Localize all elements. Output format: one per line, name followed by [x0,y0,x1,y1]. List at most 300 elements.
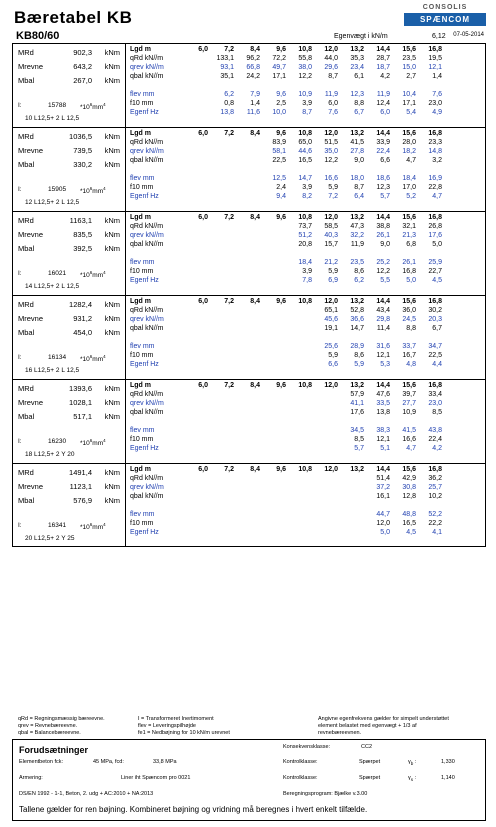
qrd-cell: 28,7 [376,55,390,62]
mrd-row [18,384,122,394]
mbal-value: 267,0 [73,76,92,85]
flev-label: flev mm [130,427,155,434]
lgd-cell: 7,2 [224,382,234,389]
mbal-value: 454,0 [73,328,92,337]
qrev-cell: 38,0 [298,64,312,71]
lgd-cell: 8,4 [250,46,260,53]
mrd-row [18,132,122,142]
mrd-row [18,216,122,226]
section-values [126,128,485,211]
qbal-label: qbal kN//m [130,241,164,248]
kontrol2-label: Kontrolklasse: [283,775,318,781]
lgd-cell: 14,4 [376,382,390,389]
qrd-cell: 72,2 [272,55,286,62]
qbal-cell: 14,7 [350,325,364,332]
egenf-cell: 4,8 [406,361,416,368]
f10-label: f10 mm [130,436,154,443]
unit-label: kNm [104,482,120,491]
qbal-cell: 10,9 [402,409,416,416]
inertia-value: 15905 [48,186,67,193]
qrd-cell: 52,8 [350,307,364,314]
qrev-cell: 58,1 [272,148,286,155]
mrd-value: 902,3 [73,48,92,57]
f10-cell: 6,0 [328,100,338,107]
egenf-cell: 4,2 [432,445,442,452]
qbal-cell: 22,5 [272,157,286,164]
f10-row [128,100,483,109]
lgd-cell: 13,2 [350,46,364,53]
qrd-cell: 51,4 [376,475,390,482]
qrev-cell: 21,3 [402,232,416,239]
qrev-row [128,232,483,241]
egenf-row [128,109,483,118]
f10-cell: 23,0 [428,100,442,107]
f10-row [128,184,483,193]
flev-cell: 18,6 [376,175,390,182]
lgd-cell: 16,8 [428,298,442,305]
lgd-cell: 8,4 [250,214,260,221]
qrev-cell: 41,1 [350,400,364,407]
inertia-exp: 6 [89,270,93,275]
qbal-cell: 17,1 [272,73,286,80]
mrd-value: 1282,4 [69,300,92,309]
inertia-label: I: [18,354,22,361]
lgd-label: Lgd m [130,466,151,473]
egenf-cell: 11,6 [246,109,260,116]
mrevne-value: 643,2 [73,62,92,71]
inertia-mm-exp: 4 [103,522,106,527]
qrd-cell: 44,0 [324,55,338,62]
lgd-cell: 7,2 [224,46,234,53]
unit-label: kNm [104,146,120,155]
footnote-line: Angivne egenfrekvens gælder for simpelt understøttet [318,716,449,722]
egenf-row [128,277,483,286]
f10-cell: 22,5 [428,352,442,359]
egenf-cell: 5,0 [380,529,390,536]
reinforcement: 18 L12,5+ 2 Y 20 [25,451,75,458]
section-values [126,212,485,295]
mrevne-label: Mrevne [18,314,44,323]
lgd-cell: 12,0 [324,130,338,137]
qrev-cell: 12,1 [428,64,442,71]
flev-row [128,343,483,352]
qbal-row [128,241,483,250]
lgd-cell: 15,6 [402,46,416,53]
qrd-cell: 38,8 [376,223,390,230]
flev-cell: 10,9 [298,91,312,98]
qrd-cell: 33,4 [428,391,442,398]
flev-cell: 28,9 [350,343,364,350]
flev-row [128,259,483,268]
lgd-row [128,382,483,391]
f10-cell: 12,4 [376,100,390,107]
mbal-label: Mbal [18,412,35,421]
flev-cell: 34,7 [428,343,442,350]
egenf-cell: 10,0 [272,109,286,116]
lgd-cell: 14,4 [376,46,390,53]
inertia-unit: $*10^6mm^4$ [80,354,106,364]
qrd-cell: 28,0 [402,139,416,146]
lgd-cell: 9,6 [276,298,286,305]
egenf-cell: 7,8 [302,277,312,284]
mbal-row [18,328,122,338]
qbal-label: qbal kN//m [130,325,164,332]
lgd-cell: 10,8 [298,130,312,137]
f10-cell: 17,1 [402,100,416,107]
qrev-cell: 26,1 [376,232,390,239]
qrd-label: qRd kN//m [130,55,164,62]
footnote-col-1 [18,716,105,737]
qrd-cell: 47,3 [350,223,364,230]
unit-label: kNm [104,384,120,393]
reinforcement: 14 L12,5+ 2 L 12,5 [25,283,80,290]
lgd-row [128,46,483,55]
mrevne-value: 1028,1 [69,398,92,407]
inertia-unit: $*10^6mm^4$ [80,270,106,280]
mrevne-row [18,398,122,408]
mrd-value: 1163,1 [69,216,92,225]
flev-cell: 10,4 [402,91,416,98]
lgd-cell: 15,6 [402,130,416,137]
egenf-label: Egenf Hz [130,109,159,116]
qbal-cell: 35,1 [220,73,234,80]
section-moments [13,464,126,546]
qrev-cell: 44,6 [298,148,312,155]
qrd-cell: 30,2 [428,307,442,314]
lgd-cell: 6,0 [198,298,208,305]
qbal-cell: 13,8 [376,409,390,416]
lgd-row [128,214,483,223]
flev-label: flev mm [130,175,155,182]
footnote-line: flev = Leveringspilhøjde [138,723,196,729]
qrd-cell: 36,2 [428,475,442,482]
lgd-cell: 13,2 [350,466,364,473]
qrev-cell: 66,8 [246,64,260,71]
company-logo [404,4,486,26]
mbal-label: Mbal [18,76,35,85]
lgd-row [128,466,483,475]
f10-cell: 17,0 [402,184,416,191]
qrev-row [128,148,483,157]
lgd-cell: 9,6 [276,46,286,53]
egenf-cell: 9,4 [276,193,286,200]
flev-cell: 14,7 [298,175,312,182]
mbal-label: Mbal [18,328,35,337]
unit-label: kNm [104,328,120,337]
qbal-cell: 6,6 [380,157,390,164]
qrd-cell: 35,3 [350,55,364,62]
egenf-label: Egenf Hz [130,529,159,536]
qbal-cell: 9,0 [380,241,390,248]
egenf-row [128,193,483,202]
flev-cell: 48,8 [402,511,416,518]
qrd-cell: 23,3 [428,139,442,146]
egenf-label: Egenf Hz [130,361,159,368]
egenf-cell: 4,1 [432,529,442,536]
qrev-cell: 40,3 [324,232,338,239]
lgd-cell: 9,6 [276,382,286,389]
f10-cell: 16,7 [402,352,416,359]
flev-cell: 16,6 [324,175,338,182]
egenvaegt-value: 6,12 [432,33,446,40]
qrd-row [128,55,483,64]
lgd-cell: 6,0 [198,46,208,53]
footnote-line: qrev = Revnebæreevne. [18,723,78,729]
qbal-cell: 8,5 [432,409,442,416]
mbal-row [18,412,122,422]
qrd-cell: 41,5 [350,139,364,146]
mrd-label: MRd [18,216,34,225]
unit-label: kNm [104,468,120,477]
inertia-mm-exp: 4 [103,438,106,443]
qbal-cell: 8,8 [406,325,416,332]
kontrol1-value: Spærpet [359,759,381,765]
flev-cell: 11,9 [324,91,338,98]
lgd-cell: 8,4 [250,130,260,137]
inertia-label: I: [18,186,22,193]
mrevne-row [18,62,122,72]
egenf-cell: 5,5 [380,277,390,284]
lgd-cell: 9,6 [276,466,286,473]
flev-row [128,91,483,100]
inertia-unit: $*10^6mm^4$ [80,186,106,196]
qrd-cell: 26,8 [428,223,442,230]
f10-cell: 12,1 [376,436,390,443]
qbal-cell: 19,1 [324,325,338,332]
mrd-row [18,48,122,58]
qrd-label: qRd kN//m [130,139,164,146]
inertia-label: I: [18,522,22,529]
egenf-cell: 6,0 [380,109,390,116]
egenf-cell: 6,4 [354,193,364,200]
qrev-row [128,484,483,493]
egenf-cell: 5,4 [406,109,416,116]
qrev-label: qrev kN//m [130,64,164,71]
mrevne-row [18,314,122,324]
standard-reference: DS/EN 1992 - 1-1, Beton, 2. udg + AC:2010 + NA:2013 [19,791,154,797]
qrev-cell: 27,8 [350,148,364,155]
f10-label: f10 mm [130,520,154,527]
egenf-cell: 6,9 [328,277,338,284]
mrd-label: MRd [18,48,34,57]
qbal-cell: 3,2 [432,157,442,164]
mrevne-label: Mrevne [18,230,44,239]
qrev-cell: 29,6 [324,64,338,71]
qbal-cell: 2,7 [406,73,416,80]
flev-row [128,511,483,520]
program-info: Beregningsprogram: Bjælke v.3.00 [283,791,368,797]
unit-label: kNm [104,132,120,141]
flev-cell: 33,7 [402,343,416,350]
lgd-cell: 15,6 [402,214,416,221]
inertia-unit: $*10^6mm^4$ [80,438,106,448]
inertia-label: I: [18,102,22,109]
section-moments [13,296,126,379]
qbal-cell: 10,2 [428,493,442,500]
inertia-mm-exp: 4 [103,354,106,359]
egenf-cell: 5,7 [380,193,390,200]
egenf-cell: 6,7 [354,109,364,116]
mbal-label: Mbal [18,160,35,169]
qrev-cell: 14,8 [428,148,442,155]
inertia-exp: 6 [89,102,93,107]
page-title: Bæretabel KB [14,8,133,27]
qrd-row [128,223,483,232]
egenf-cell: 5,3 [380,361,390,368]
f10-label: f10 mm [130,352,154,359]
qrd-row [128,475,483,484]
egenf-cell: 5,2 [406,193,416,200]
flev-cell: 7,9 [250,91,260,98]
lgd-cell: 16,8 [428,46,442,53]
qrev-cell: 93,1 [220,64,234,71]
qrd-label: qRd kN//m [130,307,164,314]
f10-row [128,436,483,445]
logo-spaencom: SPÆNCOM [404,13,486,26]
f10-row [128,352,483,361]
section-moments [13,380,126,463]
egenf-cell: 4,4 [432,361,442,368]
lgd-cell: 8,4 [250,382,260,389]
qbal-cell: 8,7 [328,73,338,80]
inertia-unit: $*10^6mm^4$ [80,102,106,112]
lgd-cell: 10,8 [298,214,312,221]
lgd-row [128,130,483,139]
lgd-cell: 14,4 [376,130,390,137]
qbal-cell: 9,0 [354,157,364,164]
qrev-row [128,316,483,325]
beam-section [12,295,486,379]
qrd-cell: 19,5 [428,55,442,62]
mrd-label: MRd [18,300,34,309]
egenf-label: Egenf Hz [130,277,159,284]
konsekvens-label: Konsekvensklasse: [283,744,331,750]
qbal-cell: 6,1 [354,73,364,80]
mrd-label: MRd [18,132,34,141]
qbal-cell: 20,8 [298,241,312,248]
qrev-cell: 17,6 [428,232,442,239]
armering-label: Armering: [19,775,43,781]
qbal-cell: 17,6 [350,409,364,416]
lgd-cell: 14,4 [376,466,390,473]
lgd-cell: 8,4 [250,466,260,473]
qrev-label: qrev kN//m [130,316,164,323]
mrevne-label: Mrevne [18,398,44,407]
flev-cell: 25,9 [428,259,442,266]
mrevne-row [18,146,122,156]
egenf-cell: 4,7 [432,193,442,200]
qrev-cell: 37,2 [376,484,390,491]
qrev-row [128,64,483,73]
inertia-value: 16134 [48,354,67,361]
lgd-cell: 12,0 [324,214,338,221]
gamma-s-value: 1,140 [441,775,455,781]
reinforcement: 16 L12,5+ 2 L 12,5 [25,367,80,374]
egenf-cell: 8,7 [302,109,312,116]
unit-label: kNm [104,412,120,421]
qbal-cell: 4,2 [380,73,390,80]
flev-cell: 16,9 [428,175,442,182]
lgd-cell: 10,8 [298,298,312,305]
lgd-cell: 7,2 [224,130,234,137]
qrev-cell: 27,7 [402,400,416,407]
lgd-cell: 6,0 [198,466,208,473]
footnote-line: revnebæreevnen. [318,730,362,736]
egenf-row [128,361,483,370]
qrev-cell: 35,0 [324,148,338,155]
qrev-cell: 32,2 [350,232,364,239]
qrev-cell: 49,7 [272,64,286,71]
qrd-cell: 65,0 [298,139,312,146]
lgd-cell: 10,8 [298,46,312,53]
table-header [12,30,486,43]
lgd-label: Lgd m [130,130,151,137]
flev-cell: 31,6 [376,343,390,350]
lgd-cell: 13,2 [350,298,364,305]
qrev-cell: 18,2 [402,148,416,155]
egenf-cell: 4,5 [432,277,442,284]
section-moments [13,44,126,127]
inertia-value: 16021 [48,270,67,277]
flev-row [128,427,483,436]
f10-cell: 8,6 [354,352,364,359]
qbal-cell: 11,9 [350,241,364,248]
inertia-value: 16230 [48,438,67,445]
qbal-row [128,493,483,502]
mrevne-label: Mrevne [18,62,44,71]
qbal-label: qbal kN//m [130,493,164,500]
egenf-cell: 5,7 [354,445,364,452]
unit-label: kNm [104,62,120,71]
f10-cell: 22,8 [428,184,442,191]
qrd-cell: 23,5 [402,55,416,62]
f10-cell: 12,0 [376,520,390,527]
f10-cell: 3,9 [302,268,312,275]
inertia-unit: $*10^6mm^4$ [80,522,106,532]
unit-label: kNm [104,300,120,309]
flev-cell: 6,2 [224,91,234,98]
egenf-row [128,529,483,538]
egenf-cell: 6,6 [328,361,338,368]
section-values [126,380,485,463]
f10-cell: 16,5 [402,520,416,527]
flev-cell: 23,5 [350,259,364,266]
mbal-value: 330,2 [73,160,92,169]
section-moments [13,212,126,295]
f10-cell: 5,9 [328,184,338,191]
flev-cell: 38,3 [376,427,390,434]
qbal-row [128,409,483,418]
inertia-exp: 6 [89,522,93,527]
beam-section [12,127,486,211]
flev-cell: 18,4 [402,175,416,182]
qbal-row [128,325,483,334]
unit-label: kNm [104,230,120,239]
egenf-cell: 4,7 [406,445,416,452]
qbal-cell: 16,1 [376,493,390,500]
qrd-cell: 55,8 [298,55,312,62]
egenf-row [128,445,483,454]
mrd-label: MRd [18,468,34,477]
qrev-label: qrev kN//m [130,148,164,155]
qrev-row [128,400,483,409]
mrd-value: 1491,4 [69,468,92,477]
reinforcement: 10 L12,5+ 2 L 12,5 [25,115,80,122]
mbal-value: 517,1 [73,412,92,421]
reinforcement: 20 L12,5+ 2 Y 25 [25,535,75,542]
footnote-col-2 [138,716,230,737]
section-moments [13,128,126,211]
